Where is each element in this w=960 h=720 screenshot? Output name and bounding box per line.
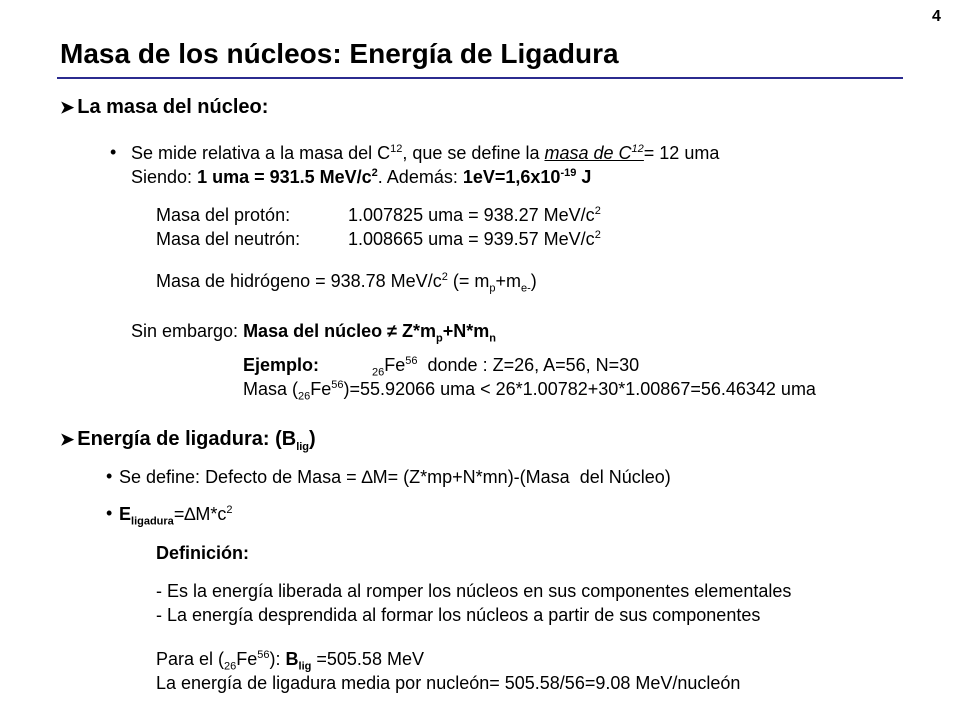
section-heading-text: La masa del núcleo: (77, 96, 269, 118)
round-bullet-icon: • (106, 503, 113, 523)
title-underline (57, 77, 903, 79)
proton-mass-value: 1.007825 uma = 938.27 MeV/$c^2$ (348, 205, 601, 225)
definition-line-2: - La energía desprendida al formar los núcleos a partir de sus componentes (156, 605, 761, 625)
binding-energy-formula: $E_{ligadura}=\Delta M*c^2$ (119, 504, 233, 528)
section-heading-text: Energía de ligadura: $(B_{lig})$ (77, 428, 316, 453)
relative-mass-line: Se mide relativa a la masa del $C^{12}$, que se define la masa de $C^{12}= 12$ uma (131, 143, 720, 163)
iron-binding-energy-line: Para el $(_{26}Fe^{56})$: $B_{lig} =505.58$ MeV (156, 649, 424, 673)
arrowhead-bullet-icon: ➤ (60, 98, 75, 117)
neutron-mass-value: 1.008665 uma = 939.57 MeV/$c^2$ (348, 229, 601, 249)
nucleus-mass-inequality: Sin embargo: Masa del núcleo ≠ $Z*m_p+N*m_n$ (131, 321, 496, 345)
hydrogen-mass-line: Masa de hidrógeno = 938.78 MeV/$c^2$ (= $m_p+m_{e-}$) (156, 271, 537, 295)
example-iron-line: $_{26}Fe^{56}$ donde : Z=26, A=56, N=30 (372, 355, 640, 379)
section-heading-nucleus-mass (60, 96, 268, 119)
definition-label: Definición: (156, 543, 249, 563)
neutron-mass-label: Masa del neutrón: (156, 229, 301, 249)
definition-line-1: - Es la energía liberada al romper los núcleos en sus componentes elementales (156, 581, 792, 601)
proton-mass-label: Masa del protón: (156, 205, 291, 225)
average-binding-energy-line: La energía de ligadura media por nucleón= 505.58/56=9.08 MeV/nucleón (156, 673, 741, 693)
mass-defect-definition: Se define: Defecto de Masa = ∆M= (Z*mp+N*mn)-(Masa del Núcleo) (119, 467, 671, 487)
page-number: 4 (932, 8, 941, 25)
round-bullet-icon: • (106, 466, 113, 486)
page-title: Masa de los núcleos: Energía de Ligadura (60, 38, 619, 69)
section-heading-binding-energy (60, 428, 316, 451)
round-bullet-icon: • (110, 142, 117, 162)
arrowhead-bullet-icon: ➤ (60, 430, 75, 449)
uma-equivalence-line: Siendo: 1 uma = 931.5 MeV/$c^2$. Además: $1eV=1,6x10^{-19}$ J (131, 167, 592, 187)
example-label: Ejemplo: (243, 355, 320, 375)
example-mass-comparison: Masa $(_{26}Fe^{56})=55.92066$ uma < 26*1.00782+30*1.00867=56.46342 uma (243, 379, 816, 403)
